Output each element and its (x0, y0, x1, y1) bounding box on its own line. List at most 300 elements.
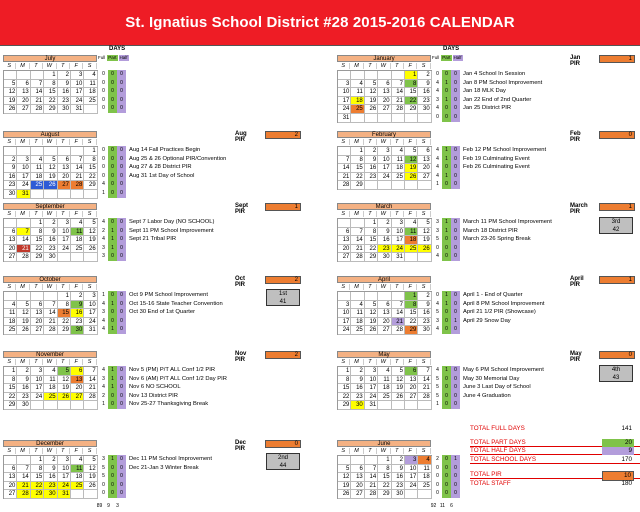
count-cell: 1 (442, 227, 451, 236)
count-cell: 0 (451, 180, 460, 189)
day-cell (31, 190, 44, 199)
events-list (463, 366, 544, 400)
count-cell: 1 (442, 79, 451, 88)
day-counts (433, 455, 460, 498)
day-cell: 26 (418, 245, 431, 254)
weekday-label: S (417, 448, 430, 454)
day-cell: 15 (405, 88, 418, 97)
count-cell: 4 (436, 147, 439, 153)
day-cell: 15 (351, 164, 364, 173)
event-item: March 18 District PIR (463, 227, 518, 234)
weekday-label: F (404, 211, 417, 217)
count-cell: 0 (442, 252, 451, 261)
summary-label: TOTAL SCHOOL DAYS (470, 456, 537, 463)
day-cell: 15 (378, 473, 391, 482)
day-cell: 7 (71, 156, 84, 165)
days-footer (429, 502, 456, 511)
weekday-label: T (391, 211, 404, 217)
day-cell: 5 (392, 367, 405, 376)
footer-cell: 11 (439, 503, 446, 509)
count-cell: 0 (451, 172, 460, 181)
count-cell: 0 (102, 147, 105, 153)
day-cell: 9 (365, 156, 378, 165)
day-cell (71, 190, 84, 199)
day-cell: 18 (4, 318, 17, 327)
weekday-header (337, 211, 431, 217)
day-cell: 27 (17, 105, 30, 114)
count-cell: 1 (102, 189, 105, 196)
day-cell: 1 (31, 219, 44, 228)
day-cell: 24 (58, 482, 71, 491)
count-cell: 0 (117, 218, 126, 227)
count-cell: 0 (436, 490, 439, 497)
day-cell: 18 (351, 318, 364, 327)
day-cell: 12 (392, 376, 405, 385)
weekday-label: F (70, 284, 83, 290)
count-cell: 0 (451, 244, 460, 253)
day-cell (84, 105, 97, 114)
day-cell: 20 (351, 482, 364, 491)
day-cell: 7 (392, 80, 405, 89)
count-cell: 0 (102, 155, 105, 162)
pir-value: 2 (265, 276, 301, 284)
weekday-header (337, 359, 431, 365)
day-cell: 31 (17, 190, 30, 199)
count-cell: 0 (108, 155, 117, 164)
day-cell: 5 (4, 80, 17, 89)
pir-label: Feb PIR (570, 131, 581, 143)
day-cell (392, 114, 405, 123)
day-cell: 9 (58, 80, 71, 89)
day-cell: 19 (4, 97, 17, 106)
count-cell: 1 (442, 291, 451, 300)
day-counts (99, 70, 126, 113)
day-cell: 30 (17, 401, 30, 410)
event-item: Nov 13 District PIR (129, 392, 178, 399)
day-cell: 7 (351, 228, 364, 237)
day-cell: 27 (71, 393, 84, 402)
day-cell: 16 (17, 384, 30, 393)
day-cell: 26 (365, 105, 378, 114)
count-cell: 0 (117, 455, 126, 464)
weekday-label: W (377, 284, 390, 290)
day-cell (31, 147, 44, 156)
month-title: December (3, 440, 97, 447)
day-cell: 18 (71, 473, 84, 482)
day-cell: 4 (71, 456, 84, 465)
count-cell: 0 (451, 375, 460, 384)
day-cell: 18 (71, 236, 84, 245)
day-cell: 25 (378, 393, 391, 402)
day-cell (418, 114, 431, 123)
count-cell: 0 (117, 472, 126, 481)
event-item: Nov 6 (AM) P/T ALL Conf 1/2 Day PIR (129, 375, 227, 382)
day-cell: 15 (44, 88, 57, 97)
day-cell: 22 (351, 173, 364, 182)
day-cell: 22 (44, 97, 57, 106)
count-cell: 0 (108, 79, 117, 88)
day-cell: 29 (351, 181, 364, 190)
day-cell: 5 (405, 147, 418, 156)
fph-label-0: Full (432, 55, 440, 60)
count-cell: 0 (117, 96, 126, 105)
count-cell: 0 (442, 400, 451, 409)
weekday-label: S (3, 63, 16, 69)
day-cell: 13 (4, 236, 17, 245)
day-cell (365, 456, 378, 465)
day-cell (338, 292, 351, 301)
summary-value: 141 (621, 425, 632, 432)
count-cell: 0 (442, 244, 451, 253)
pir-value: 1 (599, 203, 635, 211)
summary-label: TOTAL PART DAYS (470, 439, 526, 446)
day-cell: 25 (44, 393, 57, 402)
day-cell: 14 (392, 309, 405, 318)
day-cell: 12 (338, 473, 351, 482)
weekday-label: F (70, 211, 83, 217)
events-list (129, 455, 212, 472)
weekday-label: M (350, 139, 363, 145)
count-cell: 1 (108, 375, 117, 384)
weekday-label: S (337, 448, 350, 454)
day-cell: 28 (71, 181, 84, 190)
count-cell: 4 (436, 164, 439, 171)
event-item: Aug 31 1st Day of School (129, 172, 195, 179)
count-cell: 0 (108, 252, 117, 261)
day-cell: 9 (351, 376, 364, 385)
weekday-label: S (83, 448, 96, 454)
count-cell: 0 (108, 308, 117, 317)
weekday-label: S (3, 139, 16, 145)
month-title: June (337, 440, 431, 447)
event-item: Jan 18 MLK Day (463, 88, 506, 95)
count-cell: 3 (102, 375, 105, 382)
weekday-header (3, 359, 97, 365)
day-cell (351, 292, 364, 301)
day-cell: 28 (17, 490, 30, 499)
day-cell: 13 (378, 309, 391, 318)
count-cell: 3 (436, 227, 439, 234)
day-cell: 17 (17, 173, 30, 182)
day-cell: 15 (4, 384, 17, 393)
day-cell: 24 (58, 245, 71, 254)
day-cell: 2 (71, 292, 84, 301)
day-cell: 23 (58, 97, 71, 106)
day-cell: 11 (31, 164, 44, 173)
full-part-half-header (431, 55, 463, 61)
days-header: DAYS (443, 46, 460, 52)
day-cell: 1 (44, 71, 57, 80)
count-cell: 5 (436, 236, 439, 243)
pir-label: Oct PIR (235, 276, 246, 288)
count-cell: 0 (108, 96, 117, 105)
quarter-days: 44 (279, 463, 287, 469)
weekday-label: T (30, 359, 43, 365)
day-cell: 26 (405, 173, 418, 182)
count-cell: 0 (117, 300, 126, 309)
count-cell: 0 (117, 70, 126, 79)
count-cell: 0 (102, 105, 105, 112)
count-cell: 0 (117, 383, 126, 392)
month-title: October (3, 276, 97, 283)
fph-label-2: Half (119, 55, 128, 60)
quarter-box (599, 365, 633, 382)
day-cell: 3 (84, 292, 97, 301)
count-cell: 1 (451, 455, 460, 464)
count-cell: 4 (102, 317, 105, 324)
weekday-label: W (377, 448, 390, 454)
day-cell: 6 (58, 156, 71, 165)
count-cell: 4 (102, 181, 105, 188)
day-cell: 13 (71, 376, 84, 385)
day-cell: 18 (351, 97, 364, 106)
count-cell: 0 (451, 79, 460, 88)
count-cell: 1 (102, 292, 105, 298)
count-cell: 0 (108, 146, 117, 155)
count-cell: 0 (117, 366, 126, 375)
day-cell: 17 (84, 309, 97, 318)
day-cell: 8 (31, 465, 44, 474)
count-cell: 0 (117, 464, 126, 473)
count-cell: 1 (108, 235, 117, 244)
count-cell: 2 (102, 392, 105, 399)
day-cell: 9 (4, 164, 17, 173)
month-title: August (3, 131, 97, 138)
day-cell: 24 (338, 105, 351, 114)
quarter-name: 4th (611, 367, 621, 373)
day-counts (99, 291, 126, 334)
count-cell: 0 (117, 317, 126, 326)
day-cell: 8 (338, 376, 351, 385)
pir-label: Aug PIR (235, 131, 247, 143)
event-item: Sept 21 Tribal PIR (129, 236, 177, 243)
day-cell: 19 (84, 473, 97, 482)
weekday-label: T (30, 448, 43, 454)
day-cell (31, 401, 44, 410)
day-cell: 10 (392, 228, 405, 237)
day-cell: 22 (365, 245, 378, 254)
weekday-label: S (417, 211, 430, 217)
day-cell: 26 (338, 490, 351, 499)
day-cell (338, 456, 351, 465)
day-cell: 22 (31, 245, 44, 254)
pir-label: Nov PIR (235, 351, 247, 363)
events-list (463, 291, 545, 325)
count-cell: 0 (117, 146, 126, 155)
day-cell: 22 (4, 393, 17, 402)
day-cell: 2 (44, 219, 57, 228)
quarter-box (266, 453, 300, 470)
count-cell: 0 (451, 87, 460, 96)
day-cell: 29 (31, 490, 44, 499)
day-cell: 22 (378, 482, 391, 491)
count-cell: 1 (108, 383, 117, 392)
count-cell: 0 (117, 244, 126, 253)
day-cell (17, 292, 30, 301)
day-cell (84, 253, 97, 262)
summary-label: TOTAL STAFF (470, 480, 511, 487)
count-cell: 0 (102, 88, 105, 95)
count-cell: 1 (108, 300, 117, 309)
weekday-label: M (16, 211, 29, 217)
day-cell: 10 (17, 164, 30, 173)
count-cell: 0 (442, 375, 451, 384)
day-cell: 12 (84, 465, 97, 474)
day-cell: 4 (351, 80, 364, 89)
day-cell (58, 190, 71, 199)
day-cell: 16 (378, 236, 391, 245)
days-footer (95, 502, 122, 511)
day-cell: 17 (31, 384, 44, 393)
day-cell: 23 (44, 482, 57, 491)
day-cell: 2 (365, 147, 378, 156)
count-cell: 0 (117, 79, 126, 88)
weekday-label: T (391, 359, 404, 365)
count-cell: 0 (442, 392, 451, 401)
weekday-label: S (83, 284, 96, 290)
summary-row (470, 471, 640, 479)
day-cell: 5 (58, 367, 71, 376)
day-cell: 11 (405, 228, 418, 237)
quarter-days: 42 (612, 227, 620, 233)
count-cell: 0 (436, 113, 439, 120)
weekday-label: M (16, 448, 29, 454)
day-cell (418, 253, 431, 262)
day-cell: 14 (392, 88, 405, 97)
day-cell: 3 (58, 219, 71, 228)
weekday-label: T (364, 63, 377, 69)
day-cell: 21 (17, 245, 30, 254)
event-item: Nov 5 (PM) P/T ALL Conf 1/2 PIR (129, 367, 216, 373)
day-cell: 21 (84, 384, 97, 393)
day-cell: 21 (338, 173, 351, 182)
day-cell: 27 (58, 181, 71, 190)
day-cell: 18 (44, 384, 57, 393)
day-cell: 1 (365, 219, 378, 228)
day-cell: 1 (405, 71, 418, 80)
day-cell: 25 (418, 482, 431, 491)
day-cell: 8 (351, 156, 364, 165)
day-cell: 6 (31, 301, 44, 310)
day-cell: 5 (84, 219, 97, 228)
weekday-label: S (337, 63, 350, 69)
weekday-label: T (57, 139, 70, 145)
count-cell: 0 (102, 172, 105, 179)
weekday-label: F (70, 139, 83, 145)
weekday-label: S (337, 139, 350, 145)
count-cell: 5 (436, 309, 439, 316)
day-cell: 7 (418, 367, 431, 376)
day-counts (433, 291, 460, 334)
day-cell: 8 (378, 465, 391, 474)
day-cell: 8 (405, 301, 418, 310)
day-cell: 21 (17, 482, 30, 491)
day-cell: 7 (392, 301, 405, 310)
day-cell: 3 (71, 71, 84, 80)
day-cell: 28 (392, 326, 405, 335)
day-cell: 1 (405, 292, 418, 301)
day-cell (418, 181, 431, 190)
weekday-label: S (417, 63, 430, 69)
day-cell: 30 (58, 105, 71, 114)
month-title: March (337, 203, 431, 210)
count-cell: 0 (108, 87, 117, 96)
day-cell: 24 (392, 245, 405, 254)
count-cell: 0 (117, 489, 126, 498)
day-cell: 26 (392, 393, 405, 402)
day-cell: 27 (378, 105, 391, 114)
day-cell: 20 (71, 384, 84, 393)
count-cell: 0 (108, 489, 117, 498)
count-cell: 3 (436, 96, 439, 103)
day-counts (433, 366, 460, 409)
day-cell: 21 (351, 245, 364, 254)
pir-value: 0 (599, 131, 635, 139)
weekday-header (3, 211, 97, 217)
count-cell: 4 (436, 88, 439, 95)
weekday-label: W (377, 63, 390, 69)
event-item: Sept 11 PM School Improvement (129, 227, 214, 234)
count-cell: 0 (102, 481, 105, 488)
day-cell (84, 190, 97, 199)
count-cell: 4 (436, 105, 439, 112)
day-cell (17, 71, 30, 80)
day-cell: 19 (365, 318, 378, 327)
day-cell: 26 (84, 482, 97, 491)
weekday-label: T (391, 63, 404, 69)
day-cell: 1 (378, 456, 391, 465)
day-cell: 3 (31, 367, 44, 376)
day-cell (84, 401, 97, 410)
count-cell: 0 (117, 291, 126, 300)
day-cell: 6 (71, 367, 84, 376)
count-cell: 0 (108, 172, 117, 181)
count-cell: 1 (451, 317, 460, 326)
count-cell: 0 (102, 164, 105, 171)
summary-row (470, 439, 640, 447)
day-cell: 13 (4, 473, 17, 482)
day-cell: 20 (405, 384, 418, 393)
event-item: Dec 21-Jan 3 Winter Break (129, 464, 199, 471)
count-cell: 0 (117, 87, 126, 96)
count-cell: 0 (442, 180, 451, 189)
count-cell: 0 (442, 104, 451, 113)
events-list (129, 291, 223, 317)
day-cell: 2 (4, 156, 17, 165)
weekday-label: T (57, 448, 70, 454)
day-cell: 18 (418, 473, 431, 482)
day-cell: 4 (392, 147, 405, 156)
weekday-label: T (57, 63, 70, 69)
day-cell (17, 147, 30, 156)
day-cell: 16 (418, 88, 431, 97)
event-item: March 23-26 Spring Break (463, 236, 531, 243)
weekday-label: S (3, 284, 16, 290)
quarter-name: 3rd (611, 219, 621, 225)
day-cell: 8 (405, 80, 418, 89)
day-cell: 11 (71, 228, 84, 237)
day-cell: 15 (31, 236, 44, 245)
count-cell: 0 (102, 79, 105, 86)
day-cell: 12 (365, 88, 378, 97)
day-cell: 3 (17, 156, 30, 165)
day-grid (3, 291, 98, 335)
count-cell: 2 (102, 227, 105, 234)
count-cell: 0 (442, 235, 451, 244)
weekday-label: M (350, 448, 363, 454)
count-cell: 0 (108, 291, 117, 300)
fph-label-1: Part (442, 55, 451, 60)
